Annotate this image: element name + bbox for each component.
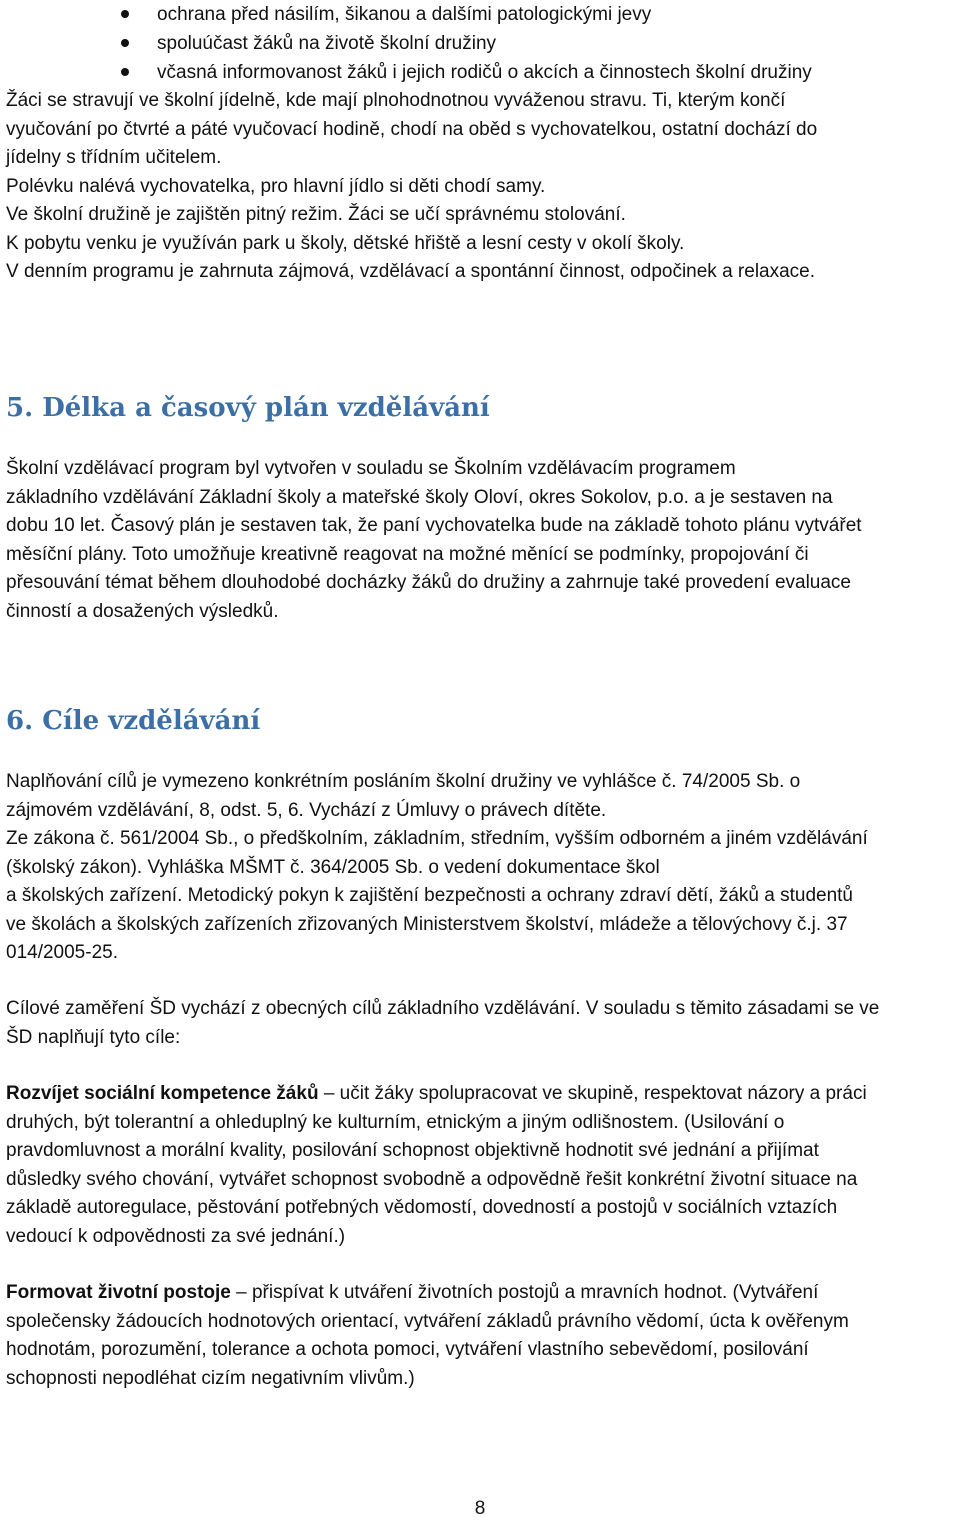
text-line: základního vzdělávání Základní školy a mateřské školy Oloví, okres Sokolov, p.o. a je sestaven na [6,486,833,508]
text-line: hodnotám, porozumění, tolerance a ochota pomoci, vytváření vlastního sebevědomí, posilování [6,1339,809,1360]
bullet-item: včasná informovanost žáků i jejich rodičů o akcích a činnostech školní družiny [0,58,960,87]
text-line: přesouvání témat během dlouhodobé docházky žáků do družiny a zahrnuje také provedení evaluace [6,572,851,593]
goal-title: Rozvíjet sociální kompetence žáků [6,1083,319,1104]
text-line: 014/2005-25. [6,942,118,963]
text-line: vedoucí k odpovědnosti za své jednání.) [6,1225,346,1247]
text-line: schopnosti nepodléhat cizím negativním vlivům.) [6,1367,415,1389]
text-line: měsíční plány. Toto umožňuje kreativně reagovat na možné měnící se podmínky, propojování či [6,543,809,565]
bullet-item: ochrana před násilím, šikanou a dalšími patologickými jevy [0,0,960,29]
text-line: Naplňování cílů je vymezeno konkrétním posláním školní družiny ve vyhlášce č. 74/2005 Sb. o [6,771,801,792]
section-heading-5: 5. Délka a časový plán vzdělávání [6,393,490,423]
goal-title: Formovat životní postoje [6,1282,231,1303]
text-line: činností a dosažených výsledků. [6,600,279,622]
text-line: dobu 10 let. Časový plán je sestaven tak, že paní vychovatelka bude na základě tohoto plánu vytvářet [6,515,862,536]
text-line: Žáci se stravují ve školní jídelně, kde mají plnohodnotnou vyváženou stravu. Ti, kterým končí [6,90,786,111]
text-line: pravdomluvnost a morální kvality, posilování schopnost objektivně hodnotit své jednání a přijímat [6,1140,819,1161]
section6-paragraph-2 [6,995,958,1052]
bullet-list [0,0,960,87]
text-line: (školský zákon). Vyhláška MŠMT č. 364/2005 Sb. o vedení dokumentace škol [6,856,660,878]
goal-social-competence [6,1080,958,1251]
section-heading-6: 6. Cíle vzdělávání [6,706,261,736]
text-line: a školských zařízení. Metodický pokyn k zajištění bezpečnosti a ochrany zdraví dětí, žáků a studentů [6,885,853,906]
text-line: Cílové zaměření ŠD vychází z obecných cílů základního vzdělávání. V souladu s těmito zásadami se ve [6,998,880,1019]
text-line: důsledky svého chování, vytvářet schopnost svobodně a odpovědně řešit konkrétní životní situace na [6,1168,858,1190]
goal-description: – přispívat k utváření životních postojů a mravních hodnot. (Vytváření [230,1282,819,1303]
section6-paragraph-1 [6,768,958,968]
goal-description: – učit žáky spolupracovat ve skupině, respektovat názory a práci [318,1083,867,1104]
intro-paragraph [6,87,958,287]
text-line [6,1080,958,1109]
text-line: zájmovém vzdělávání, 8, odst. 5, 6. Vychází z Úmluvy o právech dítěte. [6,799,607,821]
text-line: V denním programu je zahrnuta zájmová, vzdělávací a spontánní činnost, odpočinek a relaxace. [6,261,816,282]
text-line [6,1279,958,1308]
text-line: K pobytu venku je využíván park u školy, dětské hřiště a lesní cesty v okolí školy. [6,232,685,254]
section5-paragraph [6,455,958,626]
bullet-icon [121,10,129,18]
text-line: Ze zákona č. 561/2004 Sb., o předškolním, základním, středním, vyšším odborném a jiném vzdělávání [6,828,868,849]
text-line: jídelny s třídním učitelem. [6,147,222,168]
goal-life-attitudes [6,1279,958,1393]
text-line: Polévku nalévá vychovatelka, pro hlavní jídlo si děti chodí samy. [6,175,546,197]
text-line: ve školách a školských zařízeních zřizovaných Ministerstvem školství, mládeže a tělovýchovy č.j. 37 [6,913,848,935]
text-line: základě autoregulace, pěstování potřebných vědomostí, dovedností a postojů v sociálních vztazích [6,1197,838,1218]
text-line: ŠD naplňují tyto cíle: [6,1026,181,1048]
bullet-item: spoluúčast žáků na životě školní družiny [0,29,960,58]
page-number: 8 [474,1498,486,1519]
text-line: společensky žádoucích hodnotových orientací, vytváření základů právního vědomí, úcta k ověřenym [6,1310,849,1332]
text-line: Ve školní družině je zajištěn pitný režim. Žáci se učí správnému stolování. [6,204,626,225]
text-line: druhých, být tolerantní a ohleduplný ke kulturním, etnickým a jiným odlišnostem. (Usilování o [6,1111,785,1133]
text-line: Školní vzdělávací program byl vytvořen v souladu se Školním vzdělávacím programem [6,458,736,479]
text-line: vyučování po čtvrté a páté vyučovací hodině, chodí na oběd s vychovatelkou, ostatní dochází do [6,118,818,140]
bullet-icon [121,39,129,47]
bullet-icon [121,68,129,76]
